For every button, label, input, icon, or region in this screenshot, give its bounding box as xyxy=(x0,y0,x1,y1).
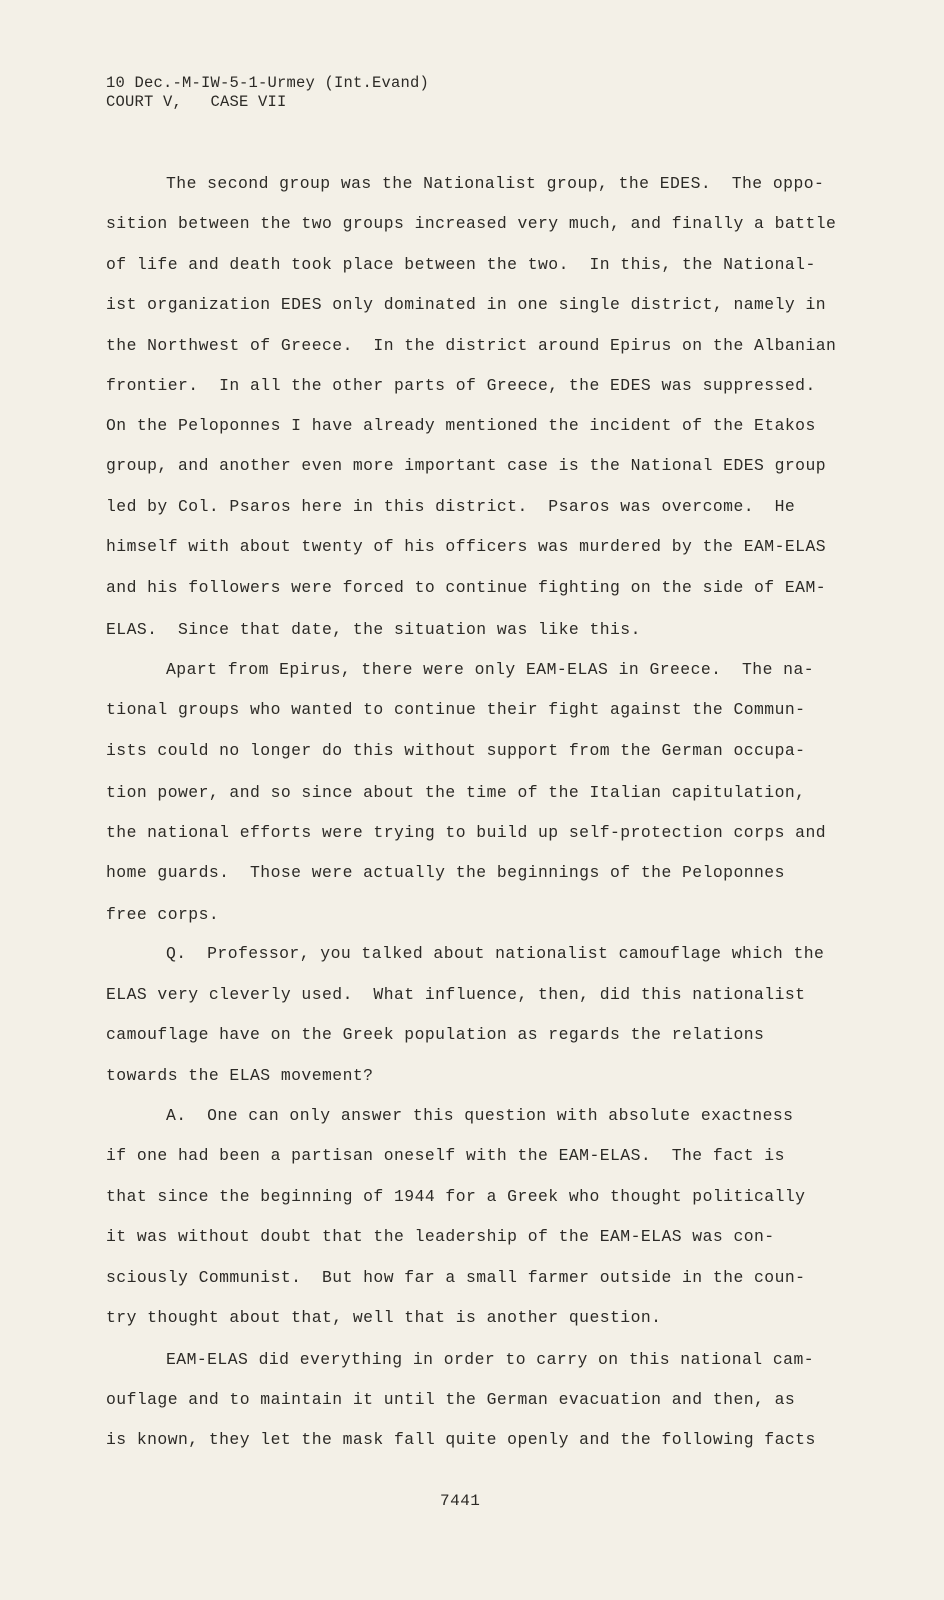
text-line: frontier. In all the other parts of Greece, the EDES was suppressed. xyxy=(106,376,816,395)
text-line: home guards. Those were actually the beginnings of the Peloponnes xyxy=(106,863,785,882)
text-line: ist organization EDES only dominated in one single district, namely in xyxy=(106,295,827,314)
text-line: ELAS. Since that date, the situation was like this. xyxy=(106,620,641,639)
header-case-reference: 10 Dec.-M-IW-5-1-Urmey (Int.Evand) xyxy=(106,74,430,92)
text-line: camouflage have on the Greek population as regards the relations xyxy=(106,1025,765,1044)
text-line: and his followers were forced to continue fighting on the side of EAM- xyxy=(106,578,827,597)
text-line: tion power, and so since about the time of the Italian capitulation, xyxy=(106,783,806,802)
text-line: free corps. xyxy=(106,905,220,924)
text-line: it was without doubt that the leadership of the EAM-ELAS was con- xyxy=(106,1227,775,1246)
text-line: sition between the two groups increased very much, and finally a battle xyxy=(106,214,837,233)
text-line: sciously Communist. But how far a small farmer outside in the coun- xyxy=(106,1268,806,1287)
text-line: try thought about that, well that is another question. xyxy=(106,1308,662,1327)
text-line: Apart from Epirus, there were only EAM-ELAS in Greece. The na- xyxy=(166,660,815,679)
text-line: ists could no longer do this without support from the German occupa- xyxy=(106,741,806,760)
text-line: that since the beginning of 1944 for a Greek who thought politically xyxy=(106,1187,806,1206)
text-line: ELAS very cleverly used. What influence, then, did this nationalist xyxy=(106,985,806,1004)
text-line: EAM-ELAS did everything in order to carry on this national cam- xyxy=(166,1350,815,1369)
text-line: ouflage and to maintain it until the German evacuation and then, as xyxy=(106,1390,796,1409)
text-line: is known, they let the mask fall quite openly and the following facts xyxy=(106,1430,816,1449)
text-line: On the Peloponnes I have already mentioned the incident of the Etakos xyxy=(106,416,816,435)
text-line: led by Col. Psaros here in this district. Psaros was overcome. He xyxy=(106,497,796,516)
text-line: the national efforts were trying to build up self-protection corps and xyxy=(106,823,827,842)
text-line: if one had been a partisan oneself with the EAM-ELAS. The fact is xyxy=(106,1146,785,1165)
text-line: The second group was the Nationalist group, the EDES. The oppo- xyxy=(166,174,825,193)
text-line: himself with about twenty of his officers was murdered by the EAM-ELAS xyxy=(106,537,827,556)
header-court-case: COURT V, CASE VII xyxy=(106,93,287,111)
text-line: group, and another even more important case is the National EDES group xyxy=(106,456,827,475)
text-line: the Northwest of Greece. In the district around Epirus on the Albanian xyxy=(106,336,837,355)
text-line: Q. Professor, you talked about nationalist camouflage which the xyxy=(166,944,825,963)
text-line: of life and death took place between the two. In this, the National- xyxy=(106,255,816,274)
text-line: towards the ELAS movement? xyxy=(106,1066,374,1085)
text-line: tional groups who wanted to continue their fight against the Commun- xyxy=(106,700,806,719)
document-header xyxy=(106,74,429,112)
page-number: 7441 xyxy=(440,1492,481,1510)
text-line: A. One can only answer this question with absolute exactness xyxy=(166,1106,794,1125)
